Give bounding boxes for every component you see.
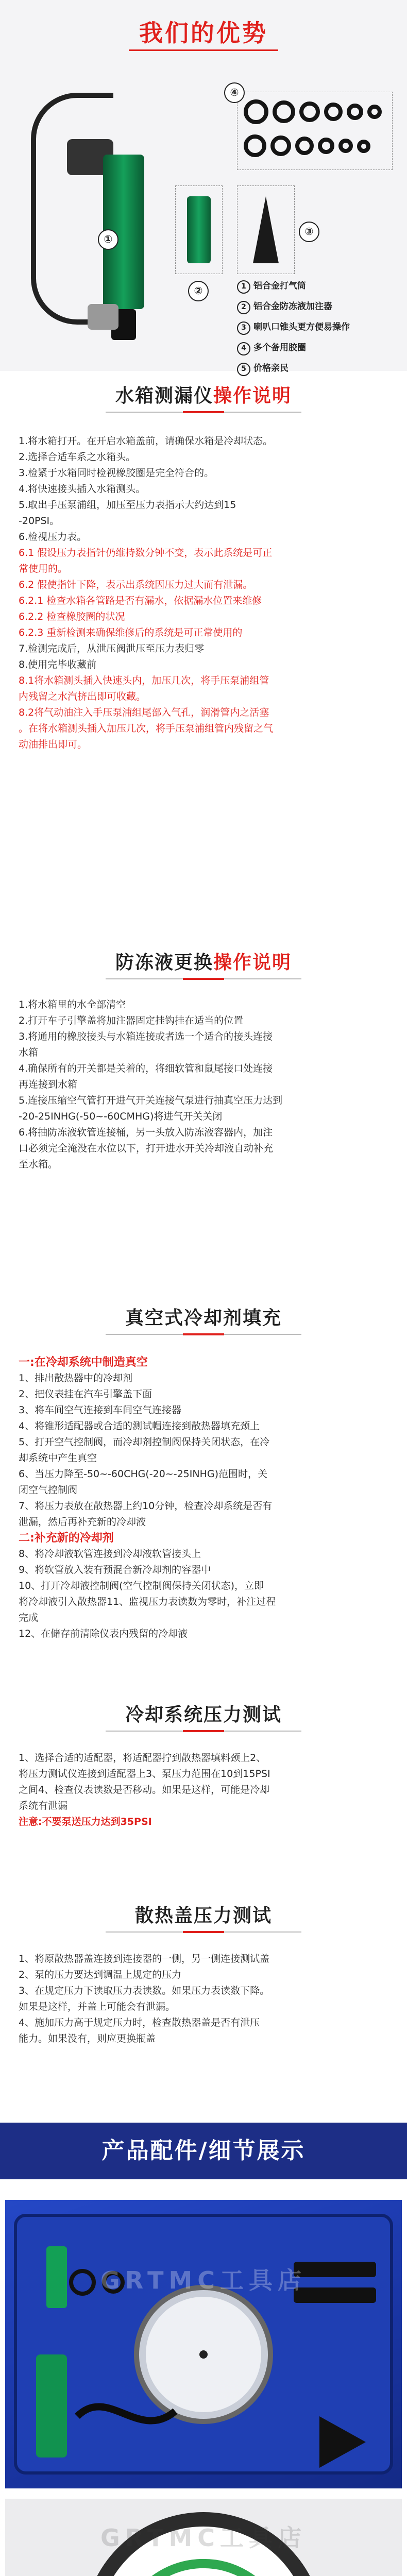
section-title: 防冻液更换操作说明 — [115, 952, 292, 973]
coolant-change-section — [0, 948, 407, 1173]
instruction-line: 6.2.2 检查橡胶圈的状况 — [19, 611, 125, 622]
instruction-line: 3.检紧于水箱同时检视橡胶圈是完全符合的。 — [19, 467, 214, 479]
title-underline — [106, 1931, 301, 1933]
badge-1: ① — [98, 229, 118, 250]
accessories-title: 产品配件/细节展示 — [101, 2138, 306, 2164]
instruction-line: 3、将车间空气连接到车间空气连接器 — [19, 1404, 182, 1416]
badge-3: ③ — [299, 222, 319, 242]
instruction-line: 8.2将气动油注入手压泵浦组尾部入气孔，润滑管内之活塞 — [19, 707, 269, 718]
instruction-line: 动油排出即可。 — [19, 739, 88, 750]
instruction-line: 6、当压力降至-50~-60CHG(-20~-25INHG)范围时，关 — [19, 1468, 267, 1480]
instruction-line: 4.将快速接头插入水箱测头。 — [19, 483, 146, 495]
instruction-line: -20PSI。 — [19, 515, 60, 527]
vacuum-steps-part1 — [19, 1370, 392, 1530]
title-underline — [106, 412, 301, 413]
cap-test-steps — [0, 1951, 407, 2047]
section-title: 散热盖压力测试 — [134, 1905, 272, 1926]
title-underline — [106, 1731, 301, 1732]
feature-list — [237, 278, 392, 381]
instruction-line: 5.取出手压泵浦组，加压至压力表指示大约达到15 — [19, 499, 236, 511]
o-ring — [318, 138, 334, 154]
instruction-line: 内残留之水汽挤出即可收藏。 — [19, 691, 146, 702]
instruction-line: 却系统中产生真空 — [19, 1452, 97, 1464]
instruction-line: 2、泵的压力要达到调温上规定的压力 — [19, 1969, 182, 1980]
kit-illustration — [21, 82, 392, 374]
instruction-line: 之间4、检查仪表读数是否移动。如果是这样，可能是冷却 — [19, 1784, 270, 1795]
instruction-line: 3.将通用的橡胶接头与水箱连接或者选一个适合的接头连接 — [19, 1031, 273, 1042]
instruction-line: 7.检测完成后，从泄压阀泄压至压力表归零 — [19, 643, 205, 654]
instruction-line: 6.1 假设压力表指针仍维持数分钟不变，表示此系统是可正 — [19, 547, 273, 558]
feature-item: 5 价格亲民 — [237, 361, 392, 376]
o-ring — [324, 103, 343, 121]
feature-item: 3 喇叭口锥头更方便易操作 — [237, 319, 392, 335]
section-title: 冷却系统压力测试 — [125, 1704, 282, 1725]
instruction-line: 9、将软管放入装有预混合新冷却剂的容器中 — [19, 1564, 211, 1575]
instruction-line: 泄漏，然后再补充新的冷却液 — [19, 1516, 146, 1528]
o-ring — [367, 105, 382, 119]
adapter-image — [175, 185, 223, 274]
cone-image — [237, 185, 295, 274]
subsection-heading: 二:补充新的冷却剂 — [19, 1532, 114, 1545]
instruction-line: 7、将压力表放在散热器上约10分钟，检查冷却系统是否有 — [19, 1500, 273, 1512]
o-ring — [338, 139, 353, 153]
instruction-line: 6.检视压力表。 — [19, 531, 87, 543]
feature-item: 4 多个备用胶圈 — [237, 340, 392, 355]
watermark: GRTMC工具店 — [100, 2266, 307, 2294]
kit-case-illustration — [5, 2200, 402, 2488]
leak-test-steps — [0, 433, 407, 753]
instruction-line: 再连接到水箱 — [19, 1079, 78, 1090]
instruction-line: 。在将水箱测头插入加压几次，将手压泵浦组管内残留之气 — [19, 723, 274, 734]
cone-adapter-image — [253, 196, 279, 263]
o-ring — [270, 135, 291, 156]
instruction-line: 1.将水箱里的水全部清空 — [19, 999, 126, 1010]
advantages-title: 我们的优势 — [139, 19, 268, 47]
o-ring — [244, 99, 268, 124]
o-ring — [295, 137, 314, 155]
instruction-line: 12、在储存前清除仪表内残留的冷却液 — [19, 1628, 188, 1639]
hose-image — [31, 93, 113, 325]
leak-test-section — [0, 381, 407, 753]
instruction-line: 8、将冷却液软管连接到冷却液软管接头上 — [19, 1548, 201, 1560]
instruction-line: 能力。如果没有，则应更换瓶盖 — [19, 2033, 156, 2044]
warning-text: 注意:不要泵送压力达到35PSI — [19, 1816, 152, 1827]
o-ring — [357, 140, 370, 153]
title-underline — [106, 1334, 301, 1335]
instruction-line: 8.使用完毕收藏前 — [19, 659, 97, 670]
filler-adapter-image — [187, 196, 211, 263]
feature-item: 1 铝合金打气筒 — [237, 278, 392, 294]
instruction-line: 1.将水箱打开。在开启水箱盖前，请确保水箱是冷却状态。 — [19, 435, 273, 447]
instruction-line: 6.将抽防冻液软管连接桶，另一头放入防冻液容器内，加注 — [19, 1127, 273, 1138]
pressure-test-section — [0, 1700, 407, 1830]
coolant-change-steps — [0, 997, 407, 1173]
instruction-line: 至水箱。 — [19, 1159, 58, 1170]
o-ring — [299, 101, 320, 122]
vacuum-fill-steps — [0, 1354, 407, 1642]
instruction-line: 4.确保所有的开关都是关着的，将细软管和鼠尾接口处连接 — [19, 1063, 273, 1074]
instruction-line: 常使用的。 — [19, 563, 68, 574]
section-title: 真空式冷却剂填充 — [125, 1308, 282, 1329]
instruction-line: 2、把仪表挂在汽车引擎盖下面 — [19, 1388, 152, 1400]
instruction-line: 如果是这样，并盖上可能会有泄漏。 — [19, 2001, 176, 2012]
o-ring — [347, 104, 363, 120]
instruction-line: 水箱 — [19, 1047, 39, 1058]
instruction-line: 4、施加压力高于规定压力时，检查散热器盖是否有泄压 — [19, 2017, 260, 2028]
instruction-line: 1、排出散热器中的冷却剂 — [19, 1372, 133, 1384]
instruction-line: 闭空气控制阀 — [19, 1484, 78, 1496]
instruction-line: 10、打开冷却液控制阀(空气控制阀保持关闭状态)，立即 — [19, 1580, 264, 1591]
instruction-line: 2.打开车子引擎盖将加注器固定挂钩挂在适当的位置 — [19, 1015, 244, 1026]
instruction-line: 3、在规定压力下读取压力表读数。如果压力表读数下降。 — [19, 1985, 270, 1996]
badge-2: ② — [188, 281, 209, 301]
watermark: GRTMC工具店 — [100, 2524, 307, 2552]
kit-case-photo — [5, 2200, 402, 2488]
instruction-line: 6.2 假使指针下降，表示出系统因压力过大而有泄漏。 — [19, 579, 253, 590]
pressure-gauge-photo — [5, 2499, 402, 2576]
instruction-line: 系统有泄漏 — [19, 1800, 68, 1811]
pressure-test-steps — [0, 1750, 407, 1830]
advantages-section — [0, 0, 407, 374]
instruction-line: 5、打开空气控制阀，而冷却剂控制阀保持关闭状态，在冷 — [19, 1436, 270, 1448]
instruction-line: 2.选择合适车系之水箱头。 — [19, 451, 136, 463]
title-underline — [129, 49, 278, 51]
feature-item: 2 铝合金防冻液加注器 — [237, 299, 392, 314]
subsection-heading: 一:在冷却系统中制造真空 — [19, 1356, 148, 1369]
instruction-line: 8.1将水箱测头插入快速头内，加压几次，将手压泵浦组管 — [19, 675, 269, 686]
badge-4: ④ — [224, 82, 245, 103]
instruction-line: 5.连接压缩空气管打开进气开关连接气泵进行抽真空压力达到 — [19, 1095, 283, 1106]
instruction-line: 将压力测试仪连接到适配器上3、泵压力范围在10到15PSI — [19, 1768, 270, 1780]
instruction-line: 将冷却液引入散热器11、监视压力表读数为零时，补注过程 — [19, 1596, 276, 1607]
instruction-line: 完成 — [19, 1612, 39, 1623]
instruction-line: 6.2.3 重新检测来确保维修后的系统是可正常使用的 — [19, 627, 243, 638]
title-underline — [106, 978, 301, 979]
instruction-line: 1、选择合适的适配器，将适配器拧到散热器填料颈上2、 — [19, 1752, 266, 1764]
accessories-banner — [0, 2123, 407, 2179]
pump-nozzle-image — [88, 304, 118, 330]
instruction-line: 4、将锥形适配器或合适的测试帽连接到散热器填充颈上 — [19, 1420, 260, 1432]
instruction-line: 6.2.1 检查水箱各管路是否有漏水，依据漏水位置来维修 — [19, 595, 262, 606]
o-rings-image — [237, 92, 393, 170]
cap-test-section — [0, 1901, 407, 2047]
section-title: 水箱测漏仪操作说明 — [115, 385, 292, 406]
vacuum-steps-part2 — [19, 1546, 392, 1642]
vacuum-fill-section — [0, 1303, 407, 1642]
instruction-line: -20-25INHG(-50~-60CMHG)将进气开关关闭 — [19, 1111, 223, 1122]
o-ring — [244, 134, 266, 157]
instruction-line: 口必须完全淹没在水位以下，打开进水开关冷却液自动补充 — [19, 1143, 274, 1154]
o-ring — [273, 100, 295, 123]
instruction-line: 1、将原散热器盖连接到连接器的一侧，另一侧连接测试盖 — [19, 1953, 270, 1964]
